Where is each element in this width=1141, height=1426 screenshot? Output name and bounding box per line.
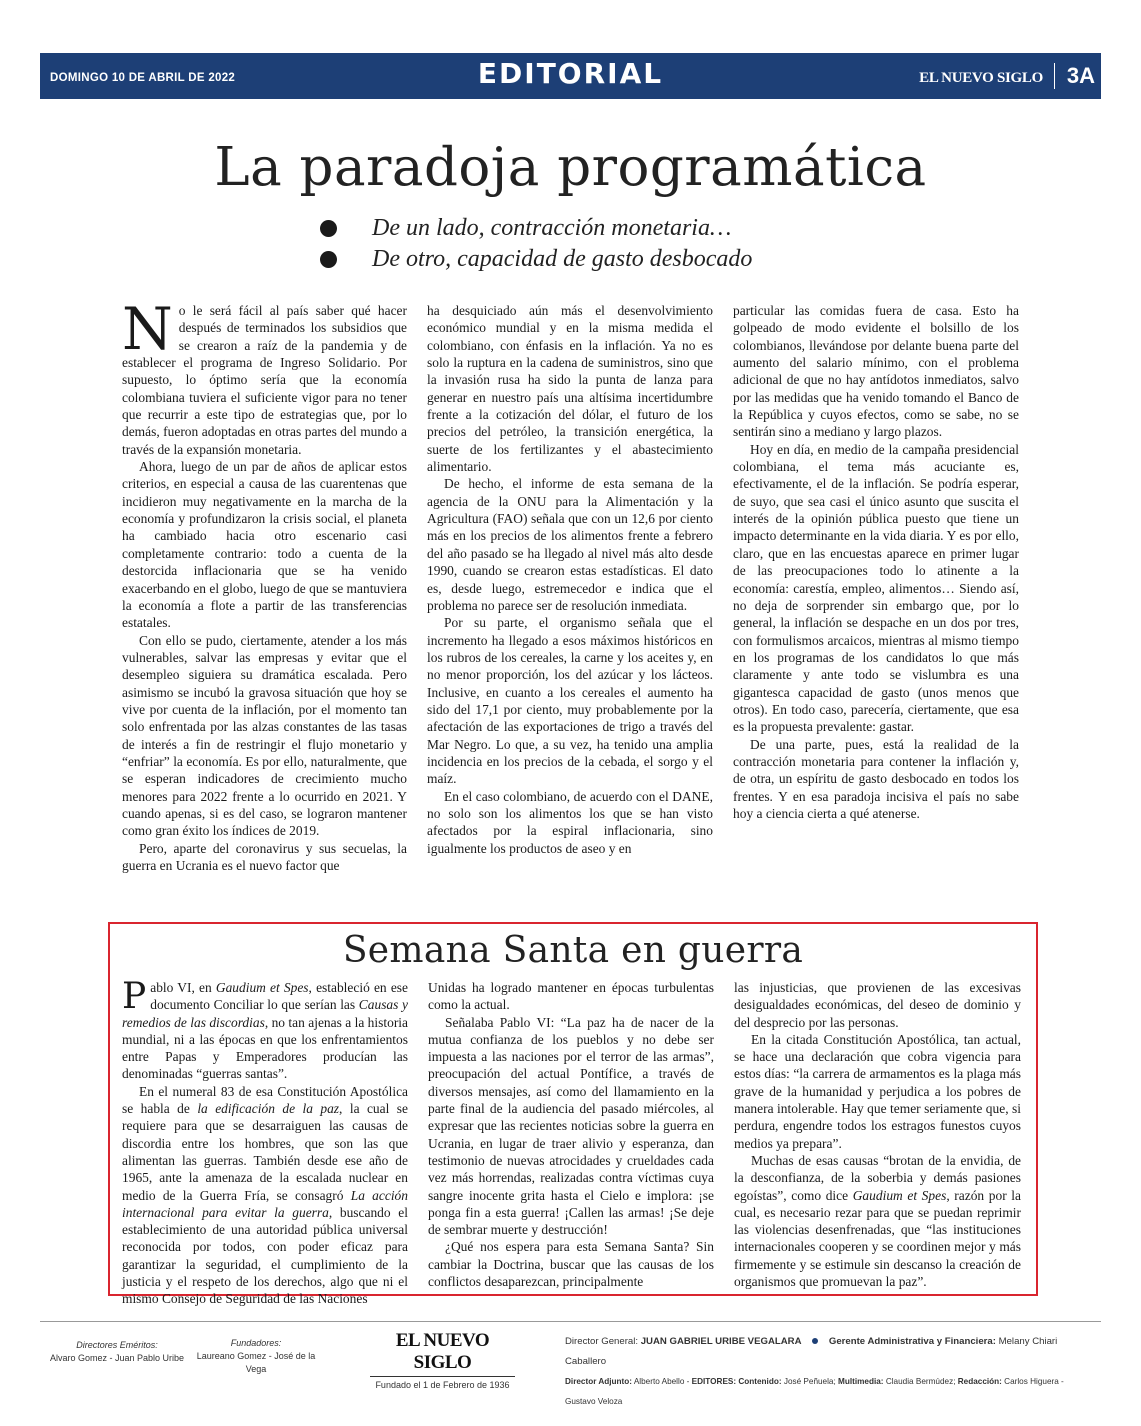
box-column-2: [428, 979, 714, 1290]
editores-label: EDITORES: Contenido:: [691, 1377, 782, 1386]
paragraph: Por su parte, el organismo señala que el incremento ha llegado a esos máximos históricos en los rubros de los cereales, la carne y los aceites y, en no menor proporción, los del azúcar y los lácteos. Inclusive, en cuanto a los cereales el aumento ha sido del 17,1 por ciento, muy probablemente por la afectación de las exportaciones de trigo a través del Mar Negro. Lo que, a su vez, ha tenido una amplia incidencia en los precios de la cebada, el sorgo y el maíz.: [427, 615, 713, 787]
paragraph: Unidas ha logrado mantener en épocas turbulentas como la actual.: [428, 980, 714, 1013]
redaccion-name: Carlos Higuera - Gustavo Veloza: [565, 1377, 1064, 1406]
bullet-icon: [812, 1338, 818, 1344]
dropcap: N: [122, 295, 173, 363]
logo-text: EL NUEVO SIGLO: [370, 1330, 515, 1377]
paragraph: Señalaba Pablo VI: “La paz ha de nacer de la mutua confianza de los pueblos y no debe ser impuesta a las naciones por el terror de las armas”, preocupación del actual Pontífice, a través de diversos mensajes, así como del llamamiento en la parte final de la audiencia del pasado miércoles, al expresar que las recientes noticias sobre la guerra en Ucrania, en lugar de traer alivio y esperanza, dan testimonio de nuevas atrocidades y crueldades cada vez más horrendas, realizadas contra víctimas cuya sangre inocente grita hasta el Cielo e implora: ¡se ponga fin a esta guerra! ¡Callen las armas! ¡Se deje de sembrar muerte y destrucción!: [428, 1014, 714, 1238]
secondary-editorial-title: Semana Santa en guerra: [342, 930, 804, 971]
paragraph: Hoy en día, en medio de la campaña presidencial colombiana, el tema más acuciante es, efectivamente, el de la inflación. Se podría esperar, de suyo, que sea casi el único asunto que suscita el interés de la opinión pública puesto que tiene un impacto determinante en la vida diaria. Y es por ello, claro, que en las encuestas aparece en primer lugar de las preocupaciones todo lo atinente a la economía: carestía, empleo, alimentos… Siendo así, no deja de sorprender sin embargo que, por lo general, la inflación se despache en un dos por tres, con formulismos arcaicos, mientras al mismo tiempo en los programas de los candidatos lo que más claramente y ante todo se vislumbra es una gigantesca capacidad de gasto (unos menos que otros). En todo caso, parecería, ciertamente, que esa es la propuesta prevalente: gastar.: [733, 441, 1019, 735]
page-number: 3A: [1066, 63, 1095, 88]
paragraph: De hecho, el informe de esta semana de la agencia de la ONU para la Alimentación y la Agricultura (FAO) señala que con un 12,6 por ciento más en los precios de los alimentos frente a febrero del año pasado se ha llegado al nivel más alto desde 1990, cuando se crearon estas estadísticas. El dato es, desde luego, estremecedor e indica que el problema no parece ser de resolución inmediata.: [427, 476, 713, 613]
paragraph: ¿Qué nos espera para esta Semana Santa? Sin cambiar la Doctrina, buscar que las causas de los conflictos desaparezcan, principalmente: [428, 1239, 714, 1290]
secondary-editorial-box: [108, 922, 1038, 1307]
paragraph: En el caso colombiano, de acuerdo con el DANE, no solo son los alimentos los que se han visto afectados por la espiral inflacionaria, sino igualmente los productos de aseo y en: [427, 788, 713, 856]
section-name: EDITORIAL: [477, 57, 664, 90]
adjunto-name: Alberto Abello: [633, 1377, 685, 1386]
fundadores-label: Fundadores:: [230, 1338, 282, 1348]
gerente-name: Melany Chiari Caballero: [565, 1336, 1058, 1367]
paper-name: EL NUEVO SIGLO: [919, 70, 1043, 86]
adjunto-label: Director Adjunto:: [565, 1377, 633, 1386]
director-label: Director General:: [565, 1336, 639, 1347]
subhead-text: De otro, capacidad de gasto desbocado: [372, 246, 753, 272]
paragraph: En el numeral 83 de esa Constitución Apostólica se habla de la edificación de la paz, la cual se requiere para que se desarraiguen las causas de discordia entre los hombres, que son las que alimentan las guerras. También desde ese año de 1965, ante la amenaza de la escalada nuclear en medio de la Guerra Fría, se consagró La acción internacional para evitar la guerra, buscando el establecimiento de una autoridad pública universal reconocida por todos, con poder eficaz para garantizar la seguridad, el cumplimiento de la justicia y el respeto de los derechos, algo que ni el mismo Consejo de Seguridad de las Naciones: [122, 1083, 408, 1307]
credits-row-1: [565, 1332, 1085, 1372]
paragraph: De una parte, pues, está la realidad de la contracción monetaria para contener la inflación y, de otra, un espíritu de gasto desbocado en todos los frentes. Y en esa paradoja incisiva el país no sabe hoy a ciencia cierta a qué atenerse.: [733, 736, 1019, 821]
paragraph-text: ablo VI, en Gaudium et Spes, estableció en ese documento Conciliar lo que serían las Causas y remedios de las discordias, no tan ajenas a la historia mundial, ni a las épocas en que los enfrentamientos entre Papas y Emperadores producían las denominadas “guerras santas”.: [122, 980, 409, 1082]
emeritos-label: Directores Eméritos:: [76, 1340, 158, 1350]
fundadores: [196, 1337, 316, 1376]
paragraph: Ahora, luego de un par de años de aplicar estos criterios, en especial a causa de las cuarentenas que incidieron muy negativamente en la marcha de la economía y profundizaron la crisis social, el planeta ha cambiado hacia otro escenario casi completamente contrario: todo a cuenta de la destorcida inflacionaria que se ha venido exacerbando en el globo, luego de que se mantuviera la economía a flote a partir de las transferencias estatales.: [122, 459, 407, 631]
emeritos-names: Alvaro Gomez - Juan Pablo Uribe: [49, 1353, 185, 1363]
subhead-text: De un lado, contracción monetaria…: [372, 215, 732, 241]
director-name: JUAN GABRIEL URIBE VEGALARA: [640, 1336, 802, 1347]
paragraph: particular las comidas fuera de casa. Esto ha golpeado de modo evidente el bolsillo de los colombianos, llevándose por delante buena parte del aumento del salario mínimo, con el problema adicional de que no hay antídotos inmediatos, salvo por las medidas que ha venido tomando el Banco de la República y cuyos efectos, como se sabe, no se sentirán sino a mediano y largo plazos.: [733, 303, 1019, 440]
main-column-2: [427, 302, 713, 857]
paragraph-text: o le será fácil al país saber qué hacer después de terminados los subsidios que se crearon a raíz de la pandemia y de establecer el programa de Ingreso Solidario. Por supuesto, lo óptimo sería que la economía colombiana tuviera el suficiente vigor para no tener que recurrir a este tipo de estrategias que, por lo demás, fueron adoptadas en otras partes del mundo a través de la expansión monetaria.: [122, 303, 407, 457]
fundadores-names: Laureano Gomez - José de la Vega: [196, 1351, 316, 1374]
bullet-icon: [320, 251, 337, 268]
paragraph: Muchas de esas causas “brotan de la envidia, de la desconfianza, de la soberbia y demás pasiones egoístas”, como dice Gaudium et Spes, razón por la cual, es necesario rezar para que se puedan reprimir las violencias desenfrenadas, que “las instituciones internacionales cooperen y se coordinen mejor y más firmemente y se estimule sin descanso la creación de organismos que promuevan la paz”.: [734, 1152, 1021, 1290]
multimedia-name: Claudia Bermúdez: [885, 1377, 954, 1386]
multimedia-label: Multimedia:: [838, 1377, 884, 1386]
issue-date: DOMINGO 10 DE ABRIL DE 2022: [50, 72, 236, 84]
paragraph: En la citada Constitución Apostólica, tan actual, se hace una declaración que cobra vigencia para estos días: “la carrera de armamentos es la plaga más grave de la humanidad y perjudica a los pobres de manera intolerable. Hay que temer seriamente que, si perdura, engendre todos los estragos funestos cuyos medios ya prepara”.: [734, 1031, 1021, 1151]
paragraph: [122, 295, 407, 458]
subheads: [320, 213, 860, 275]
main-editorial-title: La paradoja programática: [214, 137, 927, 198]
directores-emeritos: [42, 1339, 192, 1365]
redaccion-label: Redacción:: [957, 1377, 1002, 1386]
editores-name: José Peñuela: [783, 1377, 834, 1386]
box-column-1: [122, 976, 409, 1308]
founded-date: Fundado el 1 de Febrero de 1936: [375, 1380, 510, 1390]
gerente-label: Gerente Administrativa y Financiera:: [828, 1336, 996, 1347]
main-column-1: [122, 295, 407, 874]
paragraph: Pero, aparte del coronavirus y sus secuelas, la guerra en Ucrania es el nuevo factor que: [122, 840, 407, 873]
paragraph: Con ello se pudo, ciertamente, atender a los más vulnerables, salvar las empresas y evitar que el desempleo siguiera su dramática escalada. Pero asimismo se incubó la gravosa situación que hoy se vive por cuenta de la inflación, por el momento tan solo enfrentada por las alzas constantes de las tasas de interés a fin de restringir el flujo monetario y “enfriar” la economía. Es por ello, naturalmente, que se esperan indicadores de crecimiento mucho menores para 2022 frente a lo ocurrido en 2021. Y cuando apenas, si es del caso, se lograron mantener como gran éxito los índices de 2019.: [122, 632, 407, 839]
credits-row-2: Director Adjunto: Alberto Abello - EDITORES: Contenido: José Peñuela; Multimedia: Claudia Bermúdez; Redacción: Carlos Higuera - Gustavo Veloza: [565, 1377, 1064, 1406]
masthead-footer: [0, 1322, 1141, 1406]
paragraph: [122, 976, 409, 1083]
header-divider: [1054, 63, 1055, 89]
paragraph: ha desquiciado aún más el desenvolvimiento económico mundial y en la misma medida el colombiano, con énfasis en la inflación. Ya no es solo la ruptura en la cadena de suministros, sino que la invasión rusa ha sido la punta de lanza para generar en nuestro país una altísima incertidumbre frente a la cotización del dólar, el futuro de los precios del petróleo, la transición energética, la suerte de los fertilizantes y el abastecimiento alimentario.: [427, 303, 713, 475]
subhead-line: [320, 244, 860, 275]
paragraph: las injusticias, que provienen de las excesivas desigualdades económicas, del deseo de dominio y del desprecio por las personas.: [734, 980, 1021, 1030]
paper-logo: [370, 1330, 515, 1390]
subhead-line: [320, 213, 860, 244]
staff-credits: [565, 1332, 1085, 1412]
box-column-3: [734, 979, 1021, 1290]
section-header-band: [40, 53, 1101, 99]
bullet-icon: [320, 220, 337, 237]
main-column-3: [733, 302, 1019, 822]
dropcap: P: [122, 976, 147, 1017]
